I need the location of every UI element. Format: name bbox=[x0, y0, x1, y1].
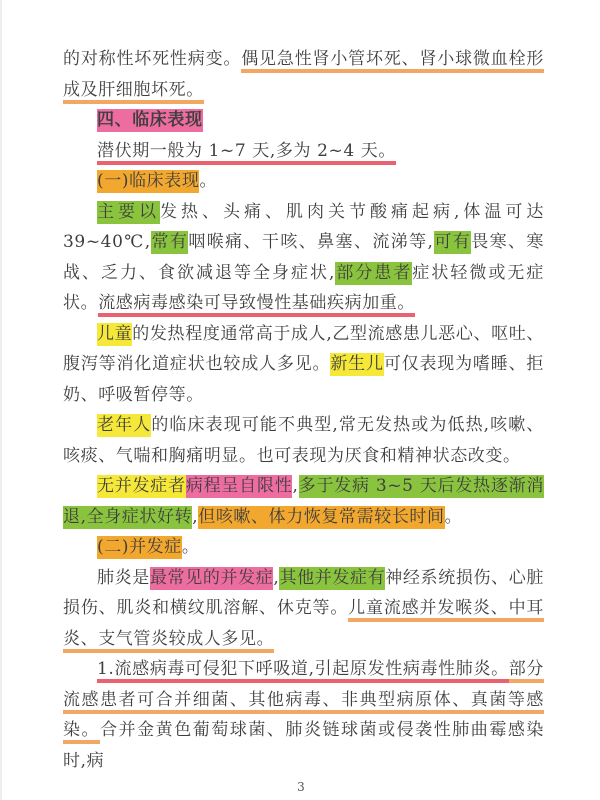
paragraph-pathology-continued bbox=[63, 44, 544, 105]
paragraph-viral-pneumonia bbox=[63, 654, 544, 776]
ul-orange-segment: 偶见急性肾小管坏死、肾小球微血栓形成及肝细胞坏死。 bbox=[63, 49, 544, 104]
ul-red-segment: 潜伏期一般为 1~7 天,多为 2~4 天。 bbox=[97, 141, 396, 165]
hl-green-segment: 常有 bbox=[150, 232, 189, 252]
hl-orange-segment: 但咳嗽、体力恢复常需较长时间 bbox=[198, 506, 445, 527]
text-segment: , bbox=[292, 476, 299, 496]
paragraph-complications bbox=[63, 563, 544, 655]
hl-pink-segment: 最常见的并发症 bbox=[149, 567, 274, 588]
hl-orange-segment: (一)临床表现 bbox=[97, 171, 200, 191]
hl-pink-bold-segment: 四、临床表现 bbox=[97, 110, 203, 130]
subsection-heading-complications bbox=[63, 532, 544, 563]
text-segment: 合并金黄色葡萄球菌、肺炎链球菌或侵袭性肺曲霉感染时,病 bbox=[63, 720, 544, 771]
ul-red-segment: 流感病毒感染可导致慢性基础疾病加重。 bbox=[98, 293, 415, 317]
text-segment: 的对称性坏死性病变。 bbox=[63, 49, 242, 69]
hl-yellow-segment: 无并发症者 bbox=[97, 476, 186, 496]
document-body bbox=[63, 44, 544, 776]
paragraph-children-newborns bbox=[63, 319, 544, 411]
text-segment: 。 bbox=[181, 537, 200, 557]
text-segment: 畏寒、寒战、乏力、食欲减退等全身症状, bbox=[63, 232, 544, 283]
text-segment: , bbox=[192, 506, 199, 527]
text-segment: 。 bbox=[199, 171, 218, 191]
ul-orange-segment: 部分流感患者可合并细菌、其他病毒、非典型病原体、真菌等感染。 bbox=[63, 659, 544, 744]
text-segment: 可仅表现为嗜睡、拒奶、呼吸暂停等。 bbox=[63, 354, 544, 405]
text-segment: 的临床表现可能不典型,常无发热或为低热,咳嗽、咳痰、气喘和胸痛明显。也可表现为厌食和精神状态改变。 bbox=[63, 415, 544, 466]
text-segment: 症状轻微或无症状。 bbox=[63, 262, 545, 313]
hl-orange-segment: (二)并发症 bbox=[97, 537, 182, 557]
ul-orange-segment: 儿童流感并发喉炎、中耳炎、支气管炎较成人多见。 bbox=[63, 598, 544, 653]
paragraph-elderly bbox=[63, 410, 544, 471]
text-segment: 神经系统损伤、心脏损伤、肌炎和横纹肌溶解、休克等。 bbox=[63, 567, 544, 618]
hl-yellow-segment: 儿童 bbox=[97, 323, 133, 344]
hl-pink-segment: 病程呈自限性 bbox=[185, 476, 293, 496]
text-segment: 肺炎是 bbox=[97, 567, 150, 588]
ul-red-segment: 1.流感病毒可侵犯下呼吸道,引起原发性病毒性肺炎。 bbox=[97, 659, 509, 683]
text-segment: , bbox=[273, 567, 280, 588]
text-segment: 。 bbox=[444, 506, 463, 527]
hl-green-segment: 主要以 bbox=[97, 201, 160, 222]
hl-green-segment: 可有 bbox=[433, 232, 472, 252]
text-segment: 咽喉痛、干咳、鼻塞、流涕等, bbox=[188, 232, 434, 252]
hl-yellow-segment: 新生儿 bbox=[330, 354, 384, 374]
hl-green-segment: 多于发病 3~5 天后发热逐渐消退,全身症状好转 bbox=[63, 476, 544, 527]
hl-green-segment: 部分患者 bbox=[335, 262, 413, 283]
section-heading-clinical-manifestations bbox=[63, 105, 544, 136]
paragraph-incubation-period bbox=[63, 136, 544, 167]
paragraph-uncomplicated-course bbox=[63, 471, 544, 532]
paragraph-main-symptoms bbox=[63, 197, 544, 319]
hl-yellow-segment: 老年人 bbox=[97, 415, 152, 435]
text-segment: 发热、头痛、肌肉关节酸痛起病,体温可达 39~40℃, bbox=[63, 201, 544, 252]
text-segment: 的发热程度通常高于成人,乙型流感患儿恶心、呕吐、腹泻等消化道症状也较成人多见。 bbox=[63, 323, 544, 374]
page-number: 3 bbox=[297, 780, 305, 794]
subsection-heading-clinical-manifestations bbox=[63, 166, 544, 197]
hl-green-segment: 其他并发症有 bbox=[279, 567, 386, 588]
